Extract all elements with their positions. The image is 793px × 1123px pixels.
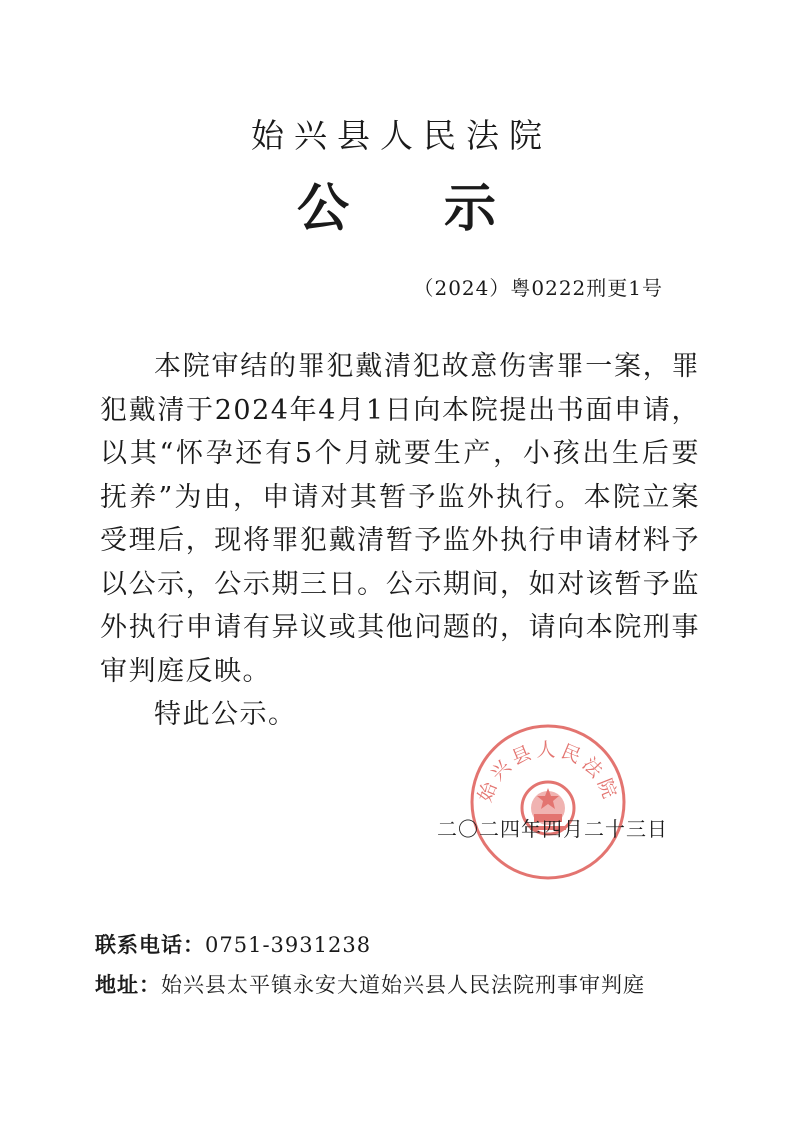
contact-info xyxy=(95,925,645,1005)
notice-paragraph: 本院审结的罪犯戴清犯故意伤害罪一案，罪犯戴清于2024年4月1日向本院提出书面申请，以其“怀孕还有5个月就要生产，小孩出生后要抚养”为由，申请对其暂予监外执行。本院立案受理后，现将罪犯戴清暂予监外执行申请材料予以公示，公示期三日。公示期间，如对该暂予监外执行申请有异议或其他问题的，请向本院刑事审判庭反映。 xyxy=(100,351,700,687)
seal-text: 始兴县人民法院 xyxy=(474,739,622,806)
document-title: 公示 xyxy=(296,178,591,239)
issue-date: 二〇二四年四月二十三日 xyxy=(437,817,668,841)
phone-number: 0751-3931238 xyxy=(205,933,372,957)
phone-label: 联系电话： xyxy=(95,932,205,957)
court-seal-icon xyxy=(468,722,628,882)
address-text: 始兴县太平镇永安大道始兴县人民法院刑事审判庭 xyxy=(161,973,645,997)
court-name: 始兴县人民法院 xyxy=(251,116,552,155)
address-label: 地址： xyxy=(95,972,161,997)
phone-line xyxy=(95,925,645,965)
case-number: （2024）粤0222刑更1号 xyxy=(413,276,663,300)
closing-line: 特此公示。 xyxy=(154,699,297,730)
address-line xyxy=(95,965,645,1005)
notice-body xyxy=(100,345,700,737)
